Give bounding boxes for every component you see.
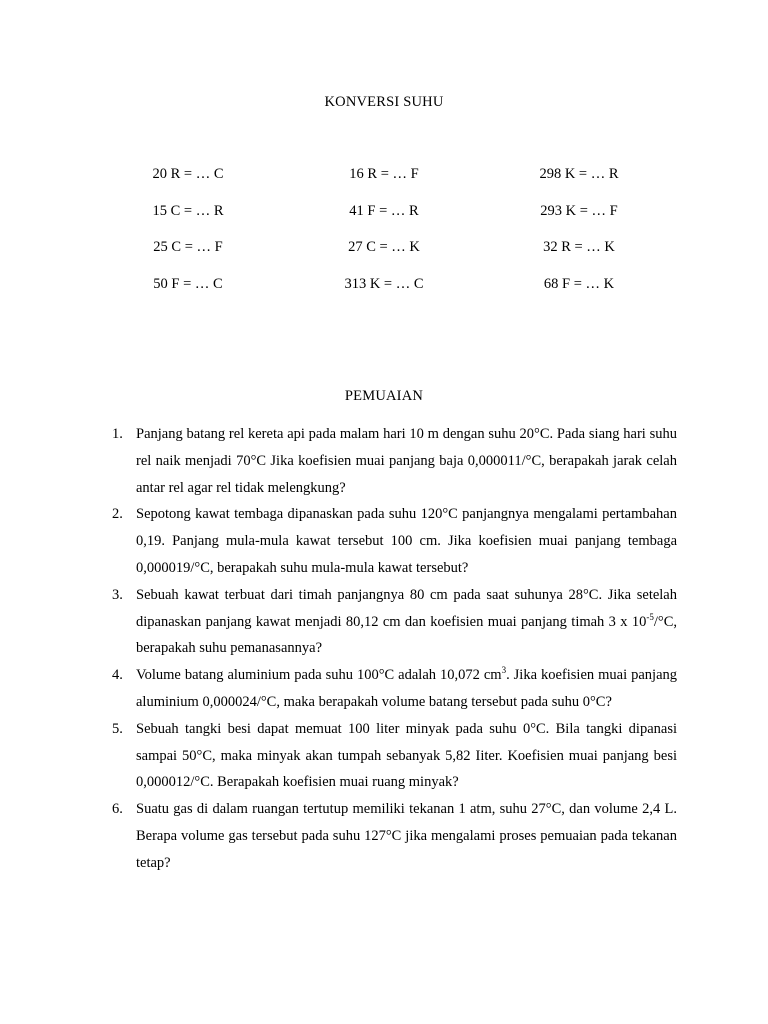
pemuaian-title: PEMUAIAN <box>344 388 424 404</box>
konversi-suhu-title: KONVERSI SUHU <box>324 94 444 110</box>
konversi-grid <box>0 166 768 312</box>
konversi-row <box>0 276 768 313</box>
konversi-row <box>0 166 768 203</box>
konversi-row <box>0 239 768 276</box>
problem-item <box>106 421 677 501</box>
konversi-item: 20 R = … C <box>152 166 224 182</box>
problem-text-continued: /°C, berapakah suhu pemanasannya? <box>136 613 677 657</box>
problem-item <box>106 796 677 876</box>
problem-text: Volume batang aluminium pada suhu 100°C adalah 10,072 cm <box>136 667 502 684</box>
konversi-item: 298 K = … R <box>539 166 619 182</box>
problem-number: 3. <box>112 586 123 603</box>
problem-text: Suatu gas di dalam ruangan tertutup memiliki tekanan 1 atm, suhu 27°C, dan volume 2,4 L. Berapa volume gas tersebut pada suhu 127°C jika mengalami proses pemuaian pada tekanan tetap? <box>136 801 677 871</box>
problem-number: 4. <box>112 667 123 684</box>
problem-item <box>106 662 677 716</box>
problem-item <box>106 501 677 581</box>
problem-item <box>106 716 677 796</box>
konversi-item: 68 F = … K <box>543 275 615 292</box>
konversi-item: 15 C = … R <box>152 202 224 219</box>
problem-text: Panjang batang rel kereta api pada malam hari 10 m dengan suhu 20°C. Pada siang hari suhu rel naik menjadi 70°C Jika koefisien muai panjang baja 0,000011/°C, berapakah jarak celah antar rel agar rel tidak melengkung? <box>136 426 677 496</box>
problem-number: 6. <box>112 801 123 818</box>
problem-text: Sebuah kawat terbuat dari timah panjangnya 80 cm pada saat suhunya 28°C. Jika setelah dipanaskan panjang kawat menjadi 80,12 cm dan koefisien muai panjang timah 3 x 10 <box>136 586 677 630</box>
konversi-item: 313 K = … C <box>344 275 424 292</box>
konversi-item: 32 R = … K <box>543 239 615 255</box>
problem-number: 1. <box>112 426 123 442</box>
konversi-item: 50 F = … C <box>153 275 223 292</box>
konversi-item: 16 R = … F <box>349 166 419 182</box>
pemuaian-problem-list <box>106 421 677 877</box>
problem-text-continued: . Jika koefisien muai panjang aluminium 0,000024/°C, maka berapakah volume batang tersebut pada suhu 0°C? <box>136 667 677 710</box>
problem-number: 5. <box>112 720 123 737</box>
konversi-item: 41 F = … R <box>349 202 419 219</box>
konversi-item: 25 C = … F <box>153 239 223 255</box>
konversi-item: 293 K = … F <box>540 202 618 219</box>
problem-superscript: 3 <box>501 665 507 676</box>
konversi-row <box>0 203 768 240</box>
problem-item <box>106 582 677 662</box>
problem-number: 2. <box>112 506 123 523</box>
problem-text: Sebuah tangki besi dapat memuat 100 liter minyak pada suhu 0°C. Bila tangki dipanasi sampai 50°C, maka minyak akan tumpah sebanyak 5,82 Iiter. Koefisien muai panjang besi 0,000012/°C. Berapakah koefisien muai ruang minyak? <box>136 720 677 791</box>
problem-superscript: -5 <box>646 611 654 622</box>
konversi-item: 27 C = … K <box>348 239 420 255</box>
problem-text: Sepotong kawat tembaga dipanaskan pada suhu 120°C panjangnya mengalami pertambahan 0,19. Panjang mula-mula kawat tersebut 100 cm. Jika koefisien muai panjang tembaga 0,000019/°C, berapakah suhu mula-mula kawat tersebut? <box>136 506 677 576</box>
